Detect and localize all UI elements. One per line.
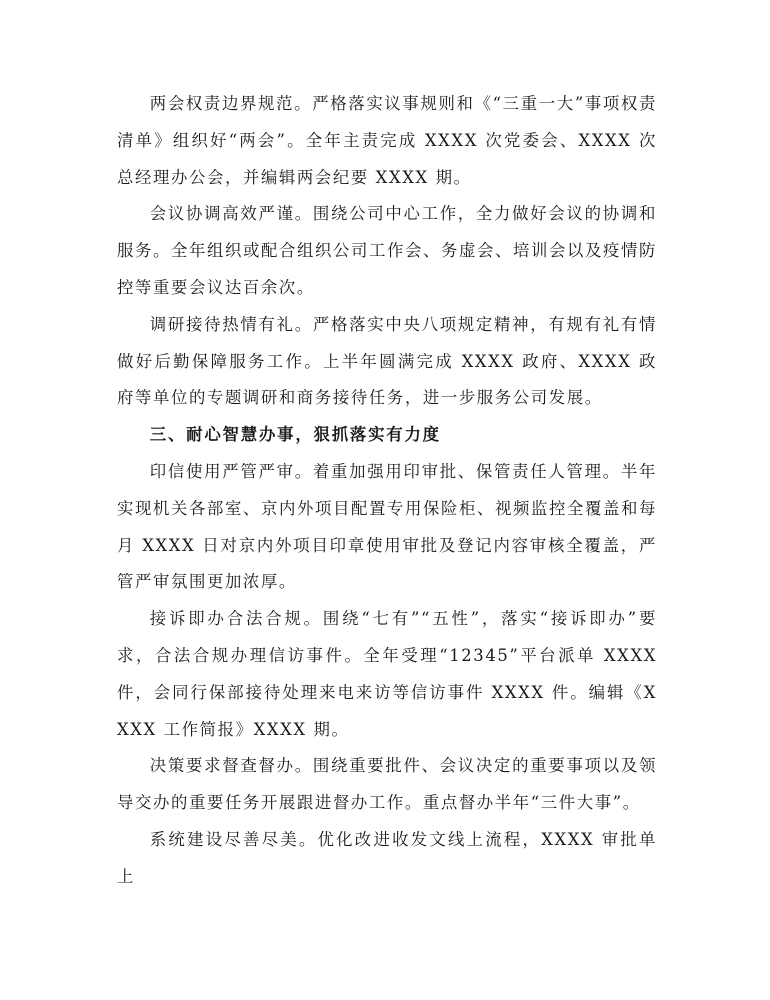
paragraph-seal-usage: 印信使用严管严审。着重加强用印审批、保管责任人管理。半年实现机关各部室、京内外项目配置专用保险柜、视频监控全覆盖和每月 XXXX 日对京内外项目印章使用审批及登记内容审核全覆盖，严管严审氛围更加浓厚。 (117, 461, 657, 592)
section-heading: 三、耐心智慧办事，狠抓落实有力度 (149, 425, 441, 445)
paragraph-supervision: 决策要求督查督办。围绕重要批件、会议决定的重要事项以及领导交办的重要任务开展跟进督办工作。重点督办半年“三件大事”。 (117, 756, 657, 813)
paragraph-reception: 调研接待热情有礼。严格落实中央八项规定精神，有规有礼有情做好后勤保障服务工作。上半年圆满完成 XXXX 政府、XXXX 政府等单位的专题调研和商务接待任务，进一步服务公司发展。 (117, 314, 657, 408)
document-body (117, 86, 657, 896)
paragraph-complaints: 接诉即办合法合规。围绕“七有”“五性”，落实“接诉即办”要求，合法合规办理信访事件。全年受理“12345”平台派单 XXXX 件，会同行保部接待处理来电来访等信访事件 XXXX 件。编辑《XXXX 工作简报》XXXX 期。 (117, 609, 657, 739)
paragraph-meeting-rules: 两会权责边界规范。严格落实议事规则和《“三重一大”事项权责清单》组织好“两会”。全年主责完成 XXXX 次党委会、XXXX 次总经理办公会，并编辑两会纪要 XXXX 期。 (117, 94, 657, 187)
paragraph-system-building: 系统建设尽善尽美。优化改进收发文线上流程，XXXX 审批单上 (117, 829, 657, 886)
paragraph-meeting-coordination: 会议协调高效严谨。围绕公司中心工作，全力做好会议的协调和服务。全年组织或配合组织公司工作会、务虚会、培训会以及疫情防控等重要会议达百余次。 (117, 204, 657, 297)
